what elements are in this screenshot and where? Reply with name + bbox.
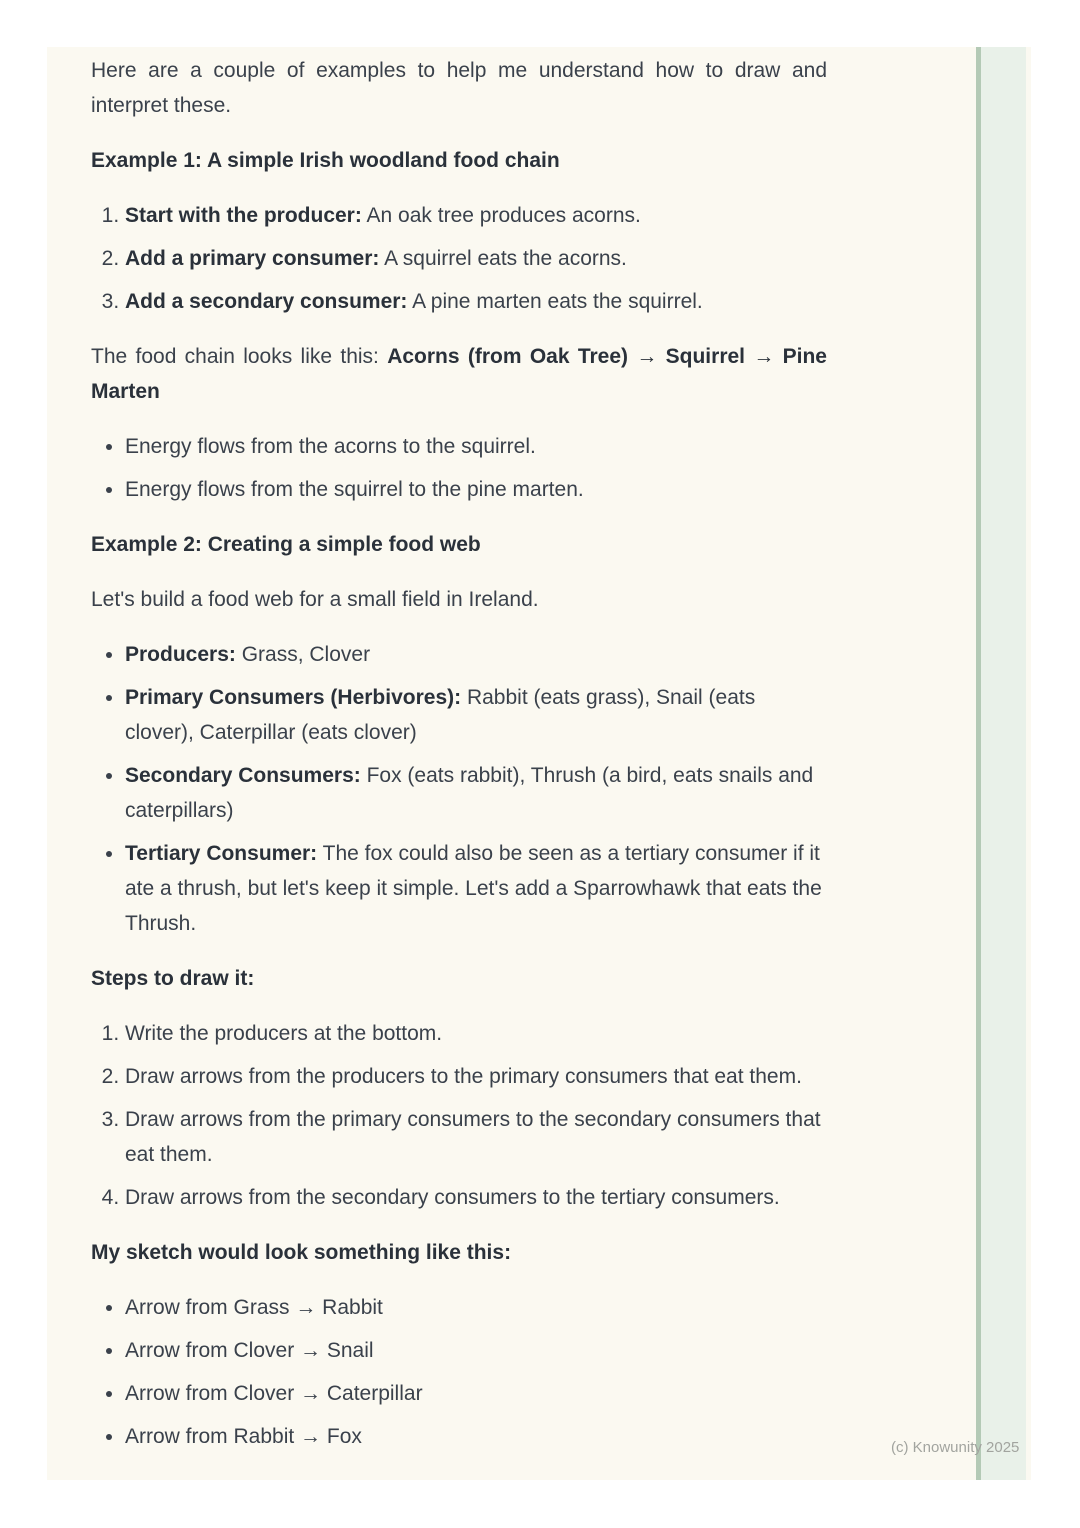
list-item-text: Energy flows from the acorns to the squirrel.: [125, 435, 536, 458]
list-item: [125, 637, 827, 672]
sketch-arrows-list: [91, 1290, 827, 1454]
list-item: [125, 429, 827, 464]
list-item-lead: Producers:: [125, 643, 236, 666]
intro-paragraph: Here are a couple of examples to help me understand how to draw and interpret these.: [91, 59, 827, 117]
example-2-heading: Example 2: Creating a simple food web: [91, 533, 481, 556]
list-item-text: Arrow from Grass → Rabbit: [125, 1296, 383, 1319]
list-item-text: Rabbit (eats grass), Snail (eats clover), Caterpillar (eats clover): [125, 686, 756, 744]
list-item: [125, 1016, 827, 1051]
list-item-text: Arrow from Rabbit → Fox: [125, 1425, 362, 1448]
list-item: [125, 198, 827, 233]
paragraph-lead: The food chain looks like this:: [91, 345, 388, 368]
list-item: [125, 1376, 827, 1411]
list-item-text: Arrow from Clover → Snail: [125, 1339, 374, 1362]
list-item-text: Draw arrows from the secondary consumers to the tertiary consumers.: [125, 1186, 780, 1209]
list-item: [125, 1180, 827, 1215]
list-item-text: Write the producers at the bottom.: [125, 1022, 443, 1045]
list-item: [125, 241, 827, 276]
list-item-text: Draw arrows from the primary consumers to the secondary consumers that eat them.: [125, 1108, 821, 1166]
list-item-text: Grass, Clover: [235, 643, 371, 666]
list-item-text: Arrow from Clover → Caterpillar: [125, 1382, 423, 1405]
list-item: [125, 1333, 827, 1368]
list-item: [125, 1290, 827, 1325]
list-item-text: Fox (eats rabbit), Thrush (a bird, eats snails and caterpillars): [125, 764, 814, 822]
list-item: [125, 284, 827, 319]
list-item-text: Draw arrows from the producers to the primary consumers that eat them.: [125, 1065, 802, 1088]
list-item-lead: Add a secondary consumer:: [125, 290, 408, 313]
list-item-lead: Start with the producer:: [125, 204, 362, 227]
sketch-heading: My sketch would look something like this:: [91, 1241, 512, 1264]
watermark: (c) Knowunity 2025: [891, 1439, 1020, 1456]
steps-heading: Steps to draw it:: [91, 967, 255, 990]
food-web-intro-paragraph: Let's build a food web for a small field in Ireland.: [91, 588, 539, 611]
list-item-text: An oak tree produces acorns.: [361, 204, 641, 227]
energy-flow-list: [91, 429, 827, 507]
list-item: [125, 1419, 827, 1454]
list-item-text: The fox could also be seen as a tertiary consumer if it ate a thrush, but let's keep it simple. Let's add a Sparrowhawk that eats the Thrush.: [125, 842, 822, 935]
list-item: [125, 472, 827, 507]
document-card: [47, 47, 1031, 1480]
draw-steps-list: [91, 1016, 827, 1215]
list-item-lead: Add a primary consumer:: [125, 247, 380, 270]
list-item-text: A squirrel eats the acorns.: [379, 247, 627, 270]
list-item-text: Energy flows from the squirrel to the pine marten.: [125, 478, 584, 501]
list-item-lead: Secondary Consumers:: [125, 764, 361, 787]
decorative-green-sidebar: [976, 47, 1026, 1480]
list-item: [125, 758, 827, 828]
example-1-heading: Example 1: A simple Irish woodland food chain: [91, 149, 560, 172]
list-item: [125, 1102, 827, 1172]
list-item: [125, 1059, 827, 1094]
example-1-steps-list: [91, 198, 827, 319]
food-chain-summary-paragraph: [91, 339, 827, 409]
food-chain-sequence: Acorns (from Oak Tree) → Squirrel → Pine Marten: [91, 345, 827, 403]
food-web-roles-list: [91, 637, 827, 941]
list-item-lead: Tertiary Consumer:: [125, 842, 318, 865]
list-item-lead: Primary Consumers (Herbivores):: [125, 686, 462, 709]
list-item-text: A pine marten eats the squirrel.: [407, 290, 703, 313]
list-item: [125, 836, 827, 941]
list-item: [125, 680, 827, 750]
